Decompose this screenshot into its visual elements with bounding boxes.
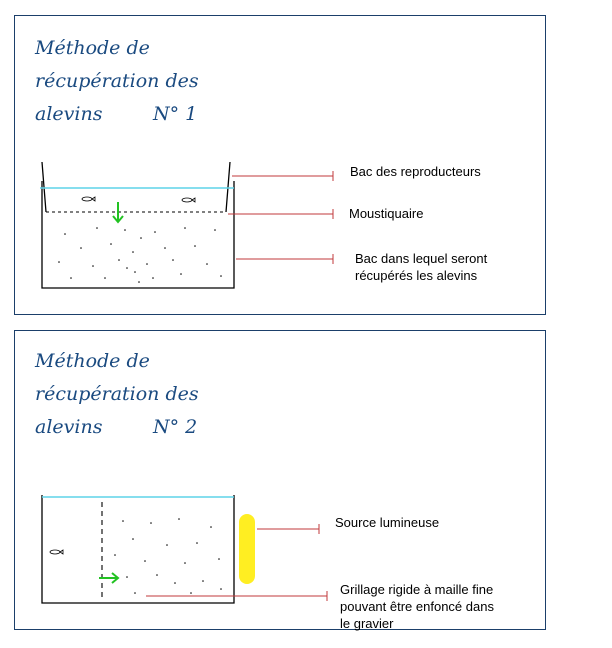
- fry-tank-label-line-2: récupérés les alevins: [355, 268, 478, 283]
- tank: [42, 495, 234, 603]
- method-1-panel: [14, 15, 546, 315]
- mesh-label-line-2: pouvant être enfoncé dans: [340, 599, 494, 614]
- fish-icon: [182, 198, 195, 202]
- method-1-number: N° 1: [153, 103, 198, 125]
- title-line-2: récupération des: [35, 383, 199, 405]
- breeder-tank-label: Bac des reproducteurs: [350, 164, 481, 179]
- mesh-label-line-3: le gravier: [340, 616, 394, 631]
- light-source-label: Source lumineuse: [335, 515, 440, 530]
- title-line-1: Méthode de: [35, 37, 150, 59]
- pointer-lines: [228, 171, 333, 264]
- mesh-label-line-1: Grillage rigide à maille fine: [340, 582, 494, 597]
- fry-dots: [114, 518, 222, 594]
- title-line-3: alevins: [35, 103, 103, 125]
- lower-tank: [42, 181, 234, 288]
- breeder-tank: [42, 162, 230, 212]
- method-2-number: N° 2: [153, 416, 198, 438]
- method-2-panel: [14, 330, 546, 630]
- title-line-3: alevins: [35, 416, 103, 438]
- mosquito-net-label: Moustiquaire: [349, 206, 424, 221]
- fish-icon: [50, 550, 63, 554]
- fry-tank-label-line-1: Bac dans lequel seront: [355, 251, 488, 266]
- gravel-dots: [58, 227, 222, 283]
- title-line-2: récupération des: [35, 70, 199, 92]
- fish-icon: [82, 197, 95, 201]
- light-source: [239, 514, 255, 584]
- title-line-1: Méthode de: [35, 350, 150, 372]
- pointer-lines: [146, 524, 327, 601]
